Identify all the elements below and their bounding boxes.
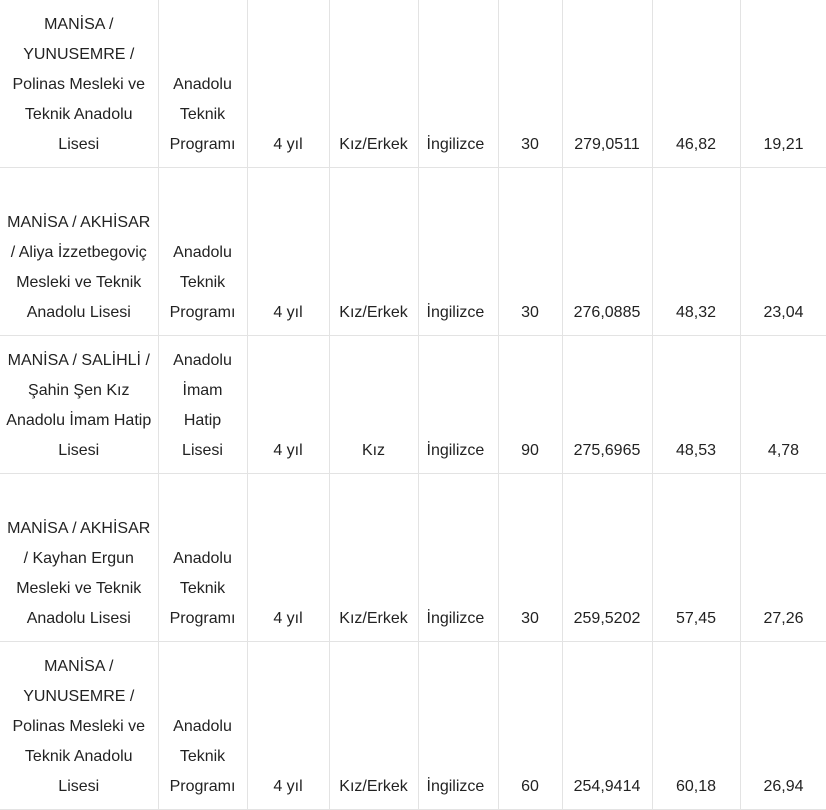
program-cell: Anadolu Teknik Programı <box>158 642 247 810</box>
last-value-cell: 26,94 <box>740 642 826 810</box>
school-cell: MANİSA / YUNUSEMRE / Polinas Mesleki ve Teknik Anadolu Lisesi <box>0 0 158 168</box>
program-cell: Anadolu Teknik Programı <box>158 0 247 168</box>
score-cell: 259,5202 <box>562 474 652 642</box>
last-value-cell: 23,04 <box>740 168 826 336</box>
score-cell: 276,0885 <box>562 168 652 336</box>
gender-cell: Kız/Erkek <box>329 642 418 810</box>
last-value-cell: 19,21 <box>740 0 826 168</box>
percentile-cell: 57,45 <box>652 474 740 642</box>
table-row <box>0 474 826 642</box>
quota-cell: 30 <box>498 0 562 168</box>
language-cell: İngilizce <box>418 336 498 474</box>
quota-cell: 30 <box>498 168 562 336</box>
table-row <box>0 168 826 336</box>
language-cell: İngilizce <box>418 642 498 810</box>
school-cell: MANİSA / YUNUSEMRE / Polinas Mesleki ve Teknik Anadolu Lisesi <box>0 642 158 810</box>
language-cell: İngilizce <box>418 474 498 642</box>
quota-cell: 90 <box>498 336 562 474</box>
table-row <box>0 336 826 474</box>
score-cell: 275,6965 <box>562 336 652 474</box>
duration-cell: 4 yıl <box>247 336 329 474</box>
school-cell: MANİSA / SALİHLİ / Şahin Şen Kız Anadolu İmam Hatip Lisesi <box>0 336 158 474</box>
program-cell: Anadolu Teknik Programı <box>158 474 247 642</box>
duration-cell: 4 yıl <box>247 0 329 168</box>
score-cell: 254,9414 <box>562 642 652 810</box>
last-value-cell: 27,26 <box>740 474 826 642</box>
school-cell: MANİSA / AKHİSAR / Kayhan Ergun Mesleki ve Teknik Anadolu Lisesi <box>0 474 158 642</box>
duration-cell: 4 yıl <box>247 474 329 642</box>
percentile-cell: 60,18 <box>652 642 740 810</box>
gender-cell: Kız/Erkek <box>329 474 418 642</box>
score-cell: 279,0511 <box>562 0 652 168</box>
language-cell: İngilizce <box>418 0 498 168</box>
quota-cell: 60 <box>498 642 562 810</box>
percentile-cell: 48,53 <box>652 336 740 474</box>
gender-cell: Kız <box>329 336 418 474</box>
table-row <box>0 642 826 810</box>
program-cell: Anadolu İmam Hatip Lisesi <box>158 336 247 474</box>
duration-cell: 4 yıl <box>247 168 329 336</box>
duration-cell: 4 yıl <box>247 642 329 810</box>
table-row <box>0 0 826 168</box>
last-value-cell: 4,78 <box>740 336 826 474</box>
language-cell: İngilizce <box>418 168 498 336</box>
gender-cell: Kız/Erkek <box>329 0 418 168</box>
quota-cell: 30 <box>498 474 562 642</box>
school-cell: MANİSA / AKHİSAR / Aliya İzzetbegoviç Mesleki ve Teknik Anadolu Lisesi <box>0 168 158 336</box>
gender-cell: Kız/Erkek <box>329 168 418 336</box>
percentile-cell: 48,32 <box>652 168 740 336</box>
program-cell: Anadolu Teknik Programı <box>158 168 247 336</box>
percentile-cell: 46,82 <box>652 0 740 168</box>
